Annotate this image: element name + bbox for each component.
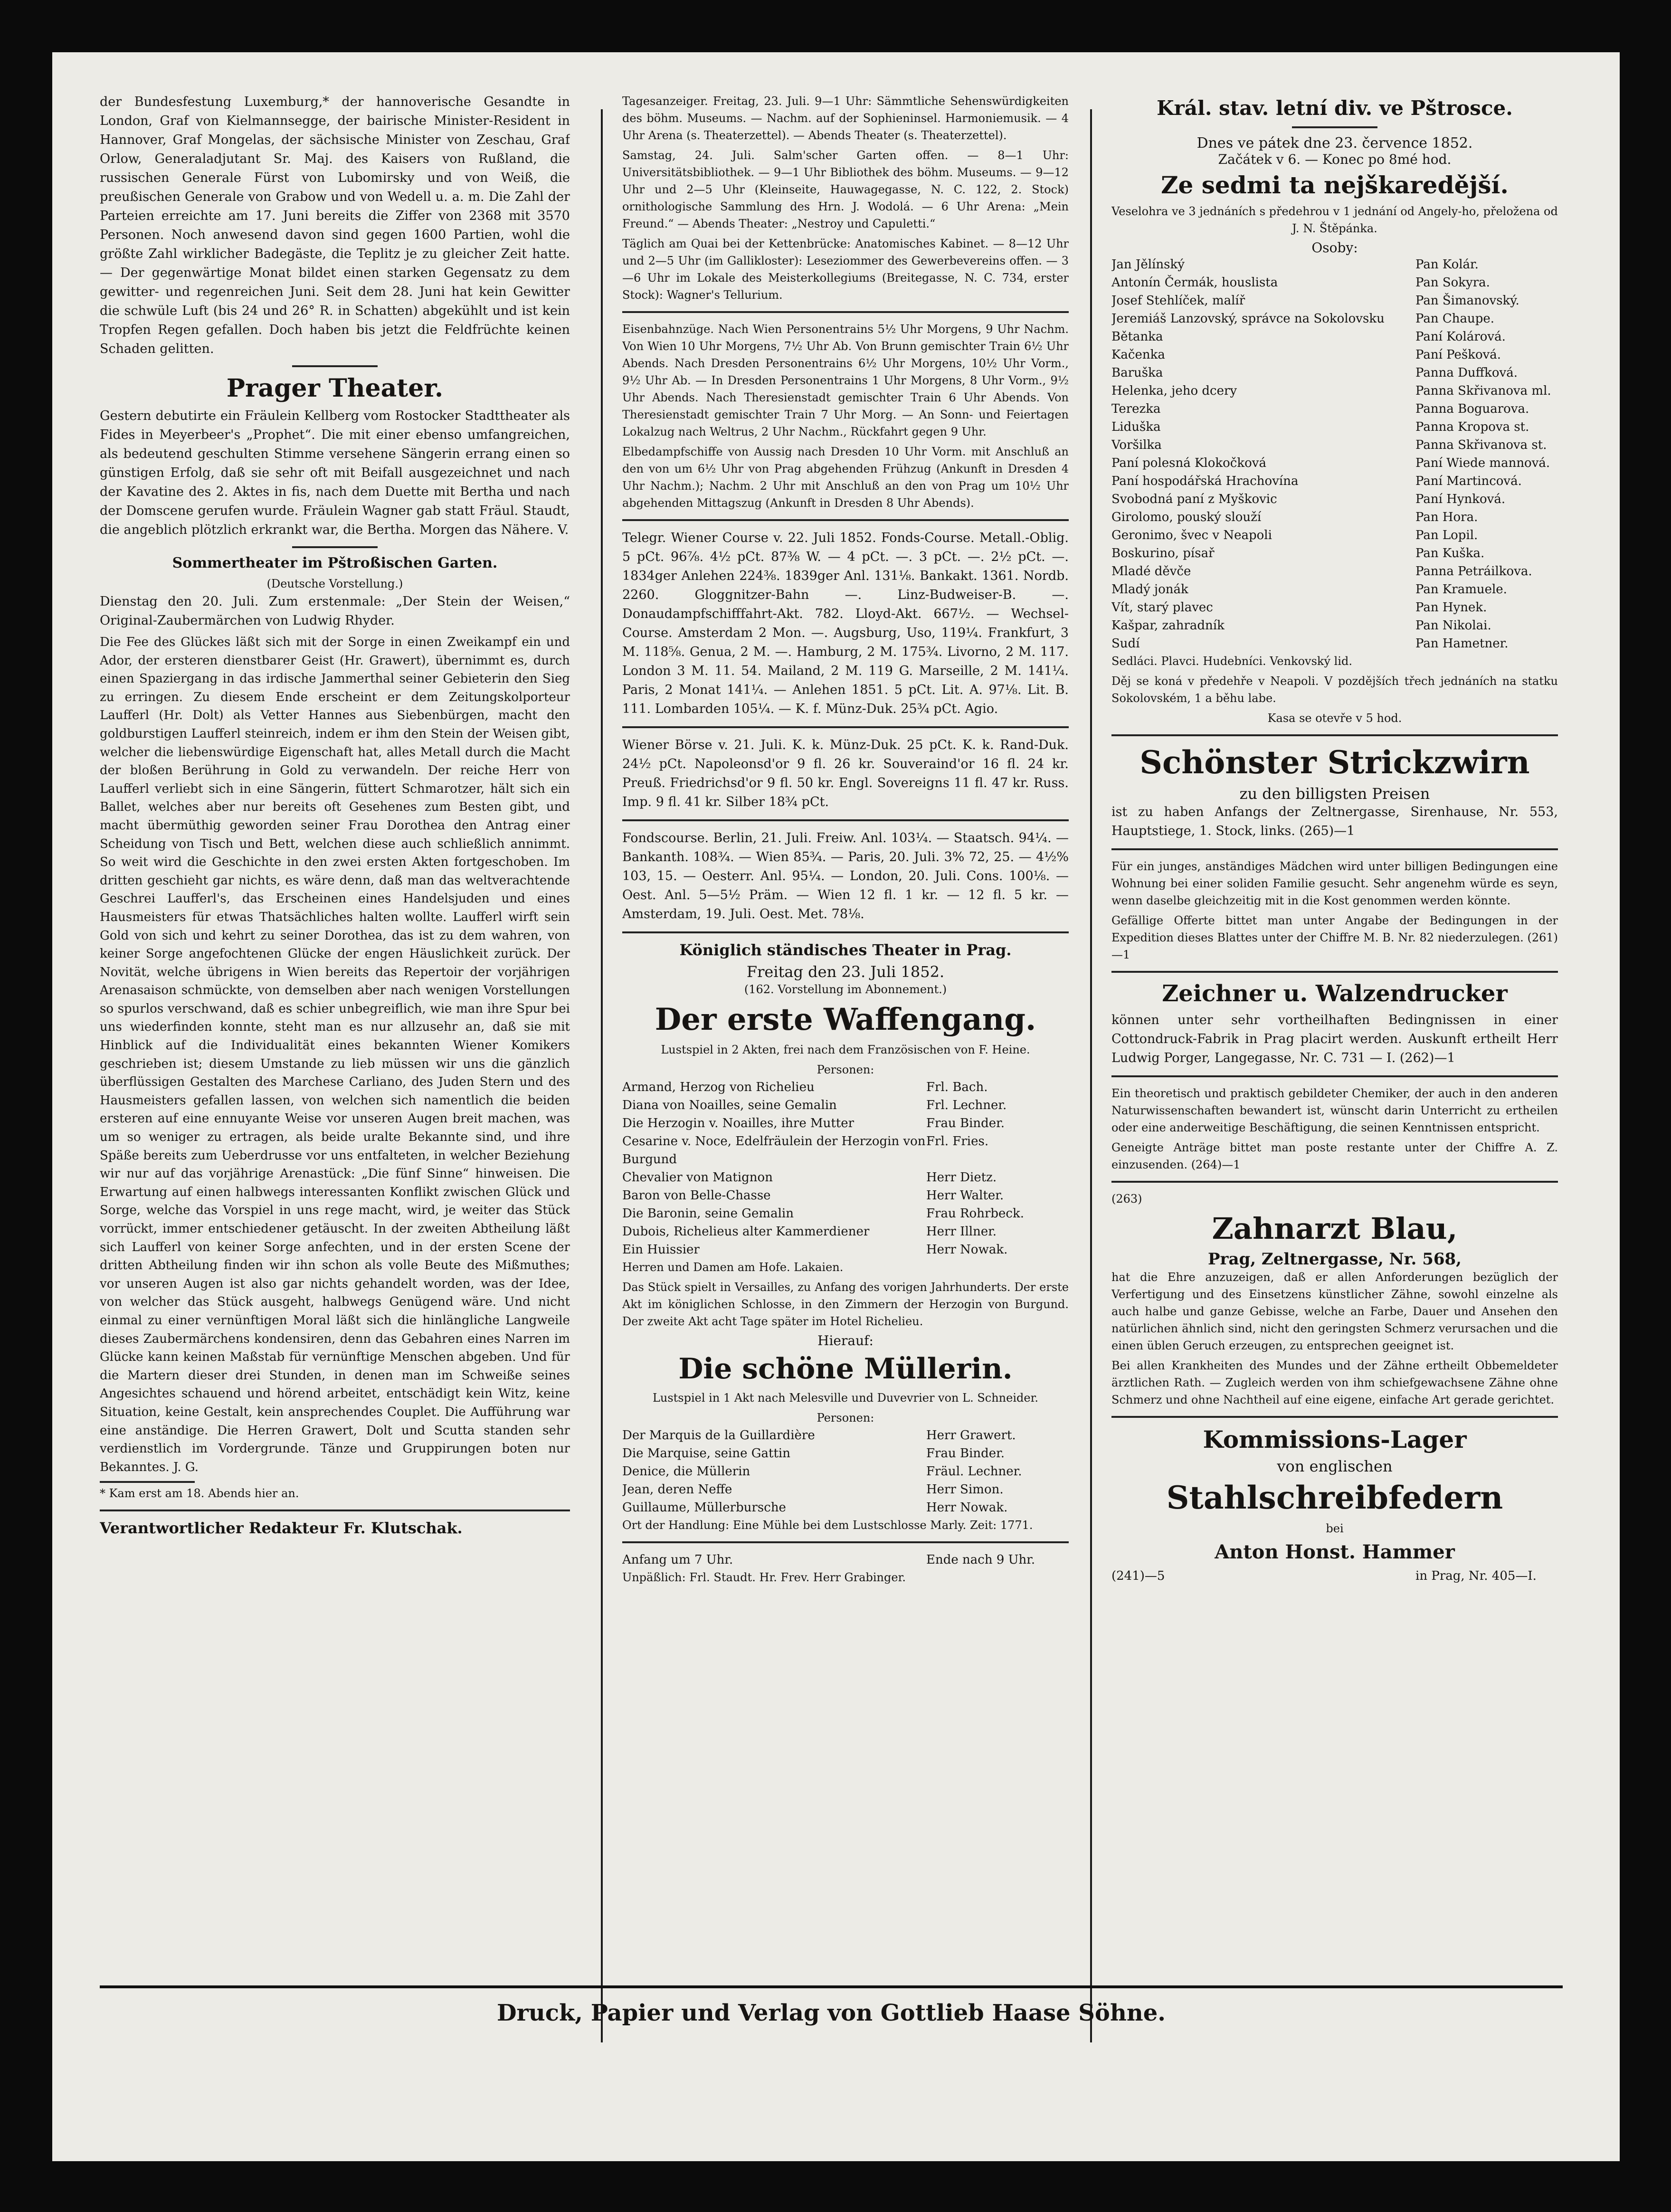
times-row <box>622 1551 1069 1569</box>
cast-row: Terezka Panna Boguarova. <box>1111 402 1529 416</box>
cast-row: Svobodná paní z Myškovic Paní Hynková. <box>1111 492 1506 506</box>
cast-row: Voršilka Panna Skřivanova st. <box>1111 438 1547 452</box>
column-right <box>1111 93 1558 2040</box>
prager-theater-heading: Prager Theater. <box>226 374 444 403</box>
theater-heading: Königlich ständisches Theater in Prag. <box>679 941 1012 959</box>
strickzwirn-subheading: zu den billigsten Preisen <box>1239 785 1430 803</box>
wiener-course: Telegr. Wiener Course v. 22. Juli 1852. Fonds-Course. Metall.-Oblig. 5 pCt. 96⅞. 4½ pCt. 87⅜ W. — 4 pCt. —. 3 pCt. —. 2½ pCt. —. 1834ger Anlehen 224⅜. 1839ger Anl. 131⅛. Bankakt. 1361. Nordb. 2260. Gloggnitzer-Bahn —. Linz-Budweiser-B. —. Donaudampfschifffahrt-Akt. 782. Lloyd-Akt. 667½. — Wechsel-Course. Amsterdam 2 Mon. —. Augsburg, Uso, 119¼. Frankfurt, 3 M. 118⅝. Genua, 2 M. —. Hamburg, 2 M. 175¾. Livorno, 2 M. 117. London 3 M. 11. 54. Mailand, 2 M. 119 G. Marseille, 2 M. 141¼. Paris, 2 Monat 141¼. — Anlehen 1851. 5 pCt. Lit. A. 97⅛. Lit. B. 111. Lombarden 105¼. — K. f. Münz-Duk. 25¾ pCt. Agio. <box>622 531 1069 716</box>
kommission-heading: Kommissions-Lager <box>1203 1425 1467 1453</box>
personen-heading: Personen: <box>817 1063 874 1076</box>
divider <box>1111 1416 1558 1418</box>
scene-description: Das Stück spielt in Versailles, zu Anfang des vorigen Jahrhunderts. Der erste Akt im königlichen Schlosse, in den Zimmern der Herzogin von Burgund. Der zweite Akt acht Tage später im Hotel Richelieu. <box>622 1281 1069 1328</box>
play-title-1: Der erste Waffengang. <box>655 1002 1036 1037</box>
divider <box>1292 126 1377 128</box>
setting-line: Ort der Handlung: Eine Mühle bei dem Lustschlosse Marly. Zeit: 1771. <box>622 1519 1033 1532</box>
divider <box>622 519 1069 521</box>
czech-box-office: Kasa se otevře v 5 hod. <box>1267 712 1402 725</box>
cast-row: Diana von Noailles, seine Gemalin Frl. Lechner. <box>622 1098 1007 1112</box>
cast-row: Liduška Panna Kropova st. <box>1111 420 1529 434</box>
wiener-boerse: Wiener Börse v. 21. Juli. K. k. Münz-Duk. 25 pCt. K. k. Rand-Duk. 24½ pCt. Napoleonsd'or 9 fl. 26 kr. Souveraind'or 16 fl. 24 kr. Preuß. Friedrichsd'or 9 fl. 50 kr. Engl. Sovereigns 11 fl. 47 kr. Russ. Imp. 9 fl. 41 kr. Silber 18¾ pCt. <box>622 738 1069 809</box>
eisenbahnzuege: Eisenbahnzüge. Nach Wien Personentrains 5½ Uhr Morgens, 9 Uhr Nachm. Von Wien 10 Uhr Morgens, 7½ Uhr Ab. Von Brunn gemischter Train 6½ Uhr Abends. Nach Dresden Personentrains 6½ Uhr Morgens, 10½ Uhr Vorm., 9½ Uhr Ab. — In Dresden Personentrains 1 Uhr Morgens, 8 Uhr Vorm., 9½ Uhr Abends. Nach Theresienstadt gemischter Train 6 Uhr Abends. Von Theresienstadt gemischter Train 7 Uhr Morg. — An Sonn- und Feiertagen Lokalzug nach Weltrus, 2 Uhr Nachm., Rückfahrt gegen 9 Uhr. <box>622 323 1069 438</box>
cast-row: Helenka, jeho dcery Panna Skřivanova ml. <box>1111 384 1551 398</box>
cast-list-2 <box>622 1426 1069 1517</box>
zeichner-heading: Zeichner u. Walzendrucker <box>1162 980 1508 1007</box>
cast-row: Kašpar, zahradník Pan Nikolai. <box>1111 618 1491 633</box>
divider <box>1111 734 1558 736</box>
cast-row: Dubois, Richelieus alter Kammerdiener Herr Illner. <box>622 1225 997 1239</box>
end-time: Ende nach 9 Uhr. <box>926 1553 1035 1567</box>
divider <box>100 1509 570 1511</box>
divider <box>622 931 1069 933</box>
cast-row: Jan Jělínský Pan Kolár. <box>1111 257 1479 272</box>
column-rule <box>601 109 603 2042</box>
cast-row: Mladý jonák Pan Kramuele. <box>1111 582 1507 597</box>
column-middle <box>622 93 1069 2040</box>
fondscourse: Fondscourse. Berlin, 21. Juli. Freiw. Anl. 103¼. — Staatsch. 94¼. — Bankanth. 108¾. — Wien 85¾. — Paris, 20. Juli. 3% 72, 25. — 4½% 103, 15. — Oesterr. Anl. 95¼. — London, 20. Juli. Cons. 100⅛. — Oest. Anl. 5—5½ Präm. — Wien 12 fl. 1 kr. — 12 fl. 5 kr. — Amsterdam, 19. Juli. Oest. Met. 78⅛. <box>622 831 1069 921</box>
play-subtitle-2: Lustspiel in 1 Akt nach Melesville und Duvevrier von L. Schneider. <box>652 1391 1039 1405</box>
elbedampfschiffe: Elbedampfschiffe von Aussig nach Dresden 10 Uhr Vorm. mit Anschluß an den von um 6½ Uhr von Prag abgehenden Frühzug (Ankunft in Dresden 4 Uhr Nachm.); Nachm. 2 Uhr mit Anschluß an den von Prag um 10½ Uhr abgehenden Mittagszug (Ankunft in Dresden 8 Uhr Abends). <box>622 445 1069 510</box>
merchant-name: Anton Honst. Hammer <box>1215 1541 1455 1563</box>
editor-line: Verantwortlicher Redakteur Fr. Klutschak. <box>100 1519 463 1538</box>
cast-row: Girolomo, pouský slouží Pan Hora. <box>1111 510 1478 524</box>
cast-row: Der Marquis de la Guillardière Herr Grawert. <box>622 1428 1016 1443</box>
column-rule <box>1090 109 1092 2042</box>
play-title-2: Die schöne Müllerin. <box>678 1352 1013 1386</box>
zeichner-text: können unter sehr vortheilhaften Bedingnissen in einer Cottondruck-Fabrik in Prag placirt werden. Auskunft ertheilt Herr Ludwig Porger, Langegasse, Nr. C. 731 — I. (262)—1 <box>1111 1013 1558 1065</box>
cast-row: Jean, deren Neffe Herr Simon. <box>622 1482 1004 1497</box>
czech-extras: Sedláci. Plavci. Hudebníci. Venkovský lid. <box>1111 655 1352 668</box>
chemiker-ad-contact: Geneigte Anträge bittet man poste restante unter der Chiffre A. Z. einzusenden. (264)—1 <box>1111 1141 1558 1171</box>
merchant-address-row <box>1111 1567 1558 1585</box>
divider <box>622 311 1069 313</box>
footer-rule <box>100 1985 1563 1988</box>
cast-note: Herren und Damen am Hofe. Lakaien. <box>622 1261 844 1274</box>
czech-theater-heading: Král. stav. letní div. ve Pštrosce. <box>1157 96 1513 120</box>
divider <box>1111 1181 1558 1183</box>
cast-row: Baruška Panna Duffková. <box>1111 366 1518 380</box>
scan-border <box>0 0 1671 52</box>
cast-row: Kačenka Paní Pešková. <box>1111 348 1501 362</box>
czech-times: Začátek v 6. — Konec po 8mé hod. <box>1218 152 1452 167</box>
cast-row: Sudí Pan Hametner. <box>1111 636 1509 651</box>
sommertheater-subheading: (Deutsche Vorstellung.) <box>266 577 403 590</box>
footnote-rule <box>100 1481 195 1483</box>
czech-cast-list <box>1111 256 1558 653</box>
sommertheater-review: Die Fee des Glückes läßt sich mit der Sorge in einen Zweikampf ein und Ador, der ersteren dienstbarer Geist (Hr. Grawert), übernimmt es, durch einen Spaziergang in das irdische Jammerthal seiner Gebieterin den Sieg zu erringen. Zu diesem Ende erscheint er dem Zeitungskolporteur Laufferl (Hr. Dolt) als Vetter Hannes aus Siebenbürgen, macht den goldburstigen Laufferl steinreich, indem er ihm den Stein der Weisen gibt, welcher die liebenswürdige Eigenschaft hat, alles Metall durch die Macht der bloßen Berührung in Gold zu verwandeln. Der reiche Herr von Laufferl verliebt sich in eine Sängerin, füttert Schmarotzer, hält sich ein Ballet, welches aber nur bereits oft Gesehenes zum Besten gibt, und macht übermüthig geworden seiner Frau Dorothea den Antrag einer Scheidung von Tisch und Bett, welchen diese auch schließlich annimmt. So weit wird die Geschichte in den zwei ersten Akten fortgeschoben. Im dritten geschieht gar nichts, es wäre denn, daß man das weltverachtende Geschrei Laufferl's, das Erscheinen eines Handelsjuden und eines Hausmeisters für etwas Thatsächliches halten wollte. Laufferl wirft sein Gold von sich und kehrt zu seiner Dorothea, das ist zu dem wahren, von keiner Sorge angefochtenen Glücke der engen Häuslichkeit zurück. Der Novität, welche übrigens in Wien bereits das Repertoir der vorjährigen Arenasaison schmückte, von demselben aber nach wenigen Vorstellungen so spurlos verschwand, daß es schier unbegreiflich, wie man ihre Spur bei uns wiederfinden konnte, steht man es nur allzusehr an, daß sie mit Hinblick auf die Individualität eines bekannten Wiener Komikers geschrieben ist; diesem Umstande zu lieb müssen wir uns die gänzlich überflüssigen Gestalten des Marchese Carliano, des Juden Stern und des Hausmeisters gefallen lassen, von welchen sich namentlich die beiden ersteren auf eine ennuyante Weise vor unseren Augen breit machen, was um so weniger zu ertragen, als beide uralte Bekannte sind, und ihre Späße bereits zum Ueberdrusse vor uns entfalteten, in welcher Beziehung wir nur auf das vorjährige Arenastück: „Die fünf Sinne“ hinweisen. Die Erwartung auf einen halbwegs interessanten Konflikt zwischen Glück und Sorge, welche das Vorspiel in uns rege macht, wird, je weiter das Stück vorrückt, immer entschiedener getäuscht. In der zweiten Abtheilung läßt sich Laufferl von keiner Sorge anfechten, und in der ersten Scene der dritten Abtheilung finden wir ihn schon als volle Beute des Mißmuthes; vor unseren Augen ist also gar nichts gehandelt worden, was der Idee, von welcher das Stück ausgeht, halbwegs Genügend wäre. Und nicht einmal zu einer vernünftigen Moral läßt sich die hinlängliche Langweile dieses Zaubermärchens kondensiren, denn das Gebahren eines Narren im Glücke kann keinen Maßstab für vernünftige Menschen abgeben. Und für die Martern dieser drei Stunden, in denen man im Schweiße seines Angesichtes schauend und hörend arbeitet, entschädigt kein Witz, keine Situation, keine Gestalt, kein ansprechendes Couplet. Die Aufführung war eine anständige. Die Herren Grawert, Dolt und Scutta standen sehr verdienstlich im Vordergrunde. Tänze und Gruppirungen boten nur Bekanntes. J. G. <box>100 635 570 1474</box>
divider <box>622 1541 1069 1543</box>
strickzwirn-heading: Schönster Strickzwirn <box>1139 744 1530 781</box>
teplitz-article: der Bundesfestung Luxemburg,* der hannoverische Gesandte in London, Graf von Kielmannsegge, der bairische Minister-Resident in Hannover, Graf Mongelas, der sächsische Minister von Zeschau, Graf Orlow, Generaladjutant Sr. Maj. des Kaisers von Rußland, die russischen Generale Fürst von Lubomirsky und von Weiß, die preußischen Generale von Grabow und von Wedell u. a. m. Die Zahl der Parteien erreichte am 17. Juni bereits die Ziffer von 2368 mit 3570 Personen. Noch anwesend davon sind gegen 1600 Partien, wohl die größte Zahl wirklicher Badegäste, die Teplitz je zu gleicher Zeit hatte. — Der gegenwärtige Monat bildet einen starken Gegensatz zu dem gewitter- und regenreichen Juni. Seit dem 28. Juni hat kein Gewitter die schwüle Luft (bis 24 und 26° R. in Schatten) abgekühlt und ist kein Tropfen Regen gefallen. Doch haben bis jetzt die Feldfrüchte keinen Schaden gelitten. <box>100 95 570 356</box>
zahnarzt-address: Prag, Zeltnergasse, Nr. 568, <box>1207 1250 1462 1269</box>
strickzwirn-text: ist zu haben Anfangs der Zeltnergasse, Sirenhause, Nr. 553, Hauptstiege, 1. Stock, links. (265)—1 <box>1111 805 1558 838</box>
chemiker-ad: Ein theoretisch und praktisch gebildeter Chemiker, der auch in den anderen Naturwissenschaften bewandert ist, wünscht darin Unterricht zu ertheilen oder eine anderweitige Beschäftigung, die seinen Kenntnissen entspricht. <box>1111 1087 1558 1134</box>
czech-setting: Děj se koná v předehře v Neapoli. V pozdějších třech jednáních na statku Sokolovském, 1 a běhu labe. <box>1111 674 1558 705</box>
cast-row: Baron von Belle-Chasse Herr Walter. <box>622 1188 1004 1203</box>
cast-row: Ein Huissier Herr Nowak. <box>622 1243 1008 1257</box>
hierauf-label: Hierauf: <box>817 1333 873 1348</box>
sommertheater-heading: Sommertheater im Pštroßischen Garten. <box>172 555 498 571</box>
indisposed-line: Unpäßlich: Frl. Staudt. Hr. Frev. Herr Grabinger. <box>622 1571 906 1584</box>
cast-row: Die Baronin, seine Gemalin Frau Rohrbeck. <box>622 1206 1024 1221</box>
divider <box>1111 1075 1558 1077</box>
osoby-heading: Osoby: <box>1311 240 1358 256</box>
cast-row: Die Marquise, seine Gattin Frau Binder. <box>622 1446 1005 1461</box>
divider <box>1111 848 1558 850</box>
prager-theater-text: Gestern debutirte ein Fräulein Kellberg vom Rostocker Stadttheater als Fides in Meyerbeer's „Prophet“. Die mit einer ebenso umfangreichen, als bedeutend geschulten Stimme versehene Sängerin errang einen so günstigen Erfolg, daß sie sehr oft mit Beifall ausgezeichnet und nach der Kavatine des 2. Aktes in fis, nach dem Duette mit Bertha und nach der Domscene gerufen wurde. Fräulein Wagner gab statt Fräul. Staudt, die angeblich plötzlich erkrankt war, die Bertha. Morgen das Nähere. V. <box>100 408 570 537</box>
cast-row: Mladé děvče Panna Petráilkova. <box>1111 564 1532 579</box>
merchant-address: in Prag, Nr. 405—I. <box>1415 1569 1537 1583</box>
stahlfedern-heading: Stahlschreibfedern <box>1166 1479 1503 1516</box>
czech-play-title: Ze sedmi ta nejškaredější. <box>1161 171 1509 199</box>
cast-row: Antonín Čermák, houslista Pan Sokyra. <box>1111 275 1490 290</box>
czech-play-subtitle: Veselohra ve 3 jednáních s předehrou v 1 jednání od Angely-ho, přeložena od J. N. Štěpánka. <box>1111 205 1558 235</box>
theater-performance-number: (162. Vorstellung im Abonnement.) <box>744 983 947 996</box>
divider <box>292 546 378 548</box>
czech-date: Dnes ve pátek dne 23. července 1852. <box>1196 135 1473 152</box>
wohnung-ad: Für ein junges, anständiges Mädchen wird unter billigen Bedingungen eine Wohnung bei einer soliden Familie gesucht. Sehr angenehm würde es seyn, wenn daselbe gleichzeitig mit in die Kost genommen werden könnte. <box>1111 860 1558 907</box>
start-time: Anfang um 7 Uhr. <box>622 1553 733 1567</box>
ad-number: (263) <box>1111 1192 1142 1206</box>
play-subtitle-1: Lustspiel in 2 Akten, frei nach dem Französischen von F. Heine. <box>661 1043 1030 1056</box>
cast-row: Guillaume, Müllerbursche Herr Nowak. <box>622 1500 1008 1515</box>
ad-number: (241)—5 <box>1111 1569 1165 1583</box>
zahnarzt-heading: Zahnarzt Blau, <box>1212 1211 1458 1246</box>
divider <box>1111 971 1558 973</box>
zahnarzt-text-2: Bei allen Krankheiten des Mundes und der Zähne ertheilt Obbemeldeter ärztlichen Rath. — Zugleich werden von ihm schiefgewachsene Zähne ohne Schmerz und ohne Nachtheil auf eine eigene, einfache Art gerade gerichtet. <box>1111 1359 1558 1406</box>
cast-list-1 <box>622 1078 1069 1259</box>
cast-row: Cesarine v. Noce, Edelfräulein der Herzogin von Burgund Frl. Fries. <box>622 1134 989 1167</box>
divider <box>292 365 378 367</box>
footnote: * Kam erst am 18. Abends hier an. <box>100 1487 299 1500</box>
cast-row: Josef Stehlíček, malíř Pan Šimanovský. <box>1111 294 1519 308</box>
cast-row: Armand, Herzog von Richelieu Frl. Bach. <box>622 1080 988 1094</box>
cast-row: Chevalier von Matignon Herr Dietz. <box>622 1170 997 1185</box>
column-left <box>100 93 570 2040</box>
wohnung-ad-contact: Gefällige Offerte bittet man unter Angabe der Bedingungen in der Expedition dieses Blattes unter der Chiffre M. B. Nr. 82 niederzulegen. (261)—1 <box>1111 914 1558 961</box>
cast-row: Paní hospodářská Hrachovína Paní Martincová. <box>1111 474 1522 488</box>
divider <box>622 726 1069 728</box>
tagesanzeiger-saturday: Samstag, 24. Juli. Salm'scher Garten offen. — 8—1 Uhr: Universitätsbibliothek. — 9—1 Uhr Bibliothek des böhm. Museums. — 9—12 Uhr und 2—5 Uhr (Kleinseite, Hauwagegasse, N. C. 122, 2. Stock) ornithologische Sammlung des Hrn. J. Wodolá. — 6 Uhr Arena: „Mein Freund.“ — Abends Theater: „Nestroy und Capuletti.“ <box>622 149 1069 230</box>
tagesanzeiger-daily: Täglich am Quai bei der Kettenbrücke: Anatomisches Kabinet. — 8—12 Uhr und 2—5 Uhr (im Gallikloster): Leseziommer des Gewerbevereins offen. — 3—6 Uhr im Lokale des Meisterkollegiums (Breitegasse, N. C. 734, erster Stock): Wagner's Tellurium. <box>622 237 1069 302</box>
cast-row: Vít, starý plavec Pan Hynek. <box>1111 600 1487 615</box>
kommission-sub: von englischen <box>1277 1457 1393 1475</box>
cast-row: Boskurino, písař Pan Kuška. <box>1111 546 1485 560</box>
cast-row: Die Herzogin v. Noailles, ihre Mutter Frau Binder. <box>622 1116 1005 1130</box>
sommertheater-intro: Dienstag den 20. Juli. Zum erstenmale: „Der Stein der Weisen,“ Original-Zaubermärchen von Ludwig Rhyder. <box>100 594 570 628</box>
cast-row: Denice, die Müllerin Fräul. Lechner. <box>622 1464 1022 1479</box>
personen-heading: Personen: <box>817 1411 874 1424</box>
cast-row: Jeremiáš Lanzovský, správce na Sokolovsku Pan Chaupe. <box>1111 312 1495 326</box>
cast-row: Geronimo, švec v Neapoli Pan Lopil. <box>1111 528 1478 542</box>
imprint-footer: Druck, Papier und Verlag von Gottlieb Haase Söhne. <box>496 2000 1166 2026</box>
theater-date: Freitag den 23. Juli 1852. <box>746 963 945 981</box>
cast-row: Paní polesná Klokočková Paní Wiede mannová. <box>1111 456 1550 470</box>
divider <box>622 819 1069 821</box>
cast-row: Bětanka Paní Kolárová. <box>1111 330 1506 344</box>
bei-label: bei <box>1326 1522 1344 1535</box>
zahnarzt-text: hat die Ehre anzuzeigen, daß er allen Anforderungen bezüglich der Verfertigung und des Einsetzens künstlicher Zähne, sowohl einzelne als auch halbe und ganze Gebisse, welche an Farbe, Dauer und Ansehen den natürlichen ähnlich sind, nicht den geringsten Schmerz verursachen und die einen üblen Geruch erzeugen, zu entsprechen geeignet ist. <box>1111 1271 1558 1352</box>
tagesanzeiger: Tagesanzeiger. Freitag, 23. Juli. 9—1 Uhr: Sämmtliche Sehenswürdigkeiten des böhm. Museums. — Nachm. auf der Sophieninsel. Harmoniemusik. — 4 Uhr Arena (s. Theaterzettel). — Abends Theater (s. Theaterzettel). <box>622 95 1069 142</box>
